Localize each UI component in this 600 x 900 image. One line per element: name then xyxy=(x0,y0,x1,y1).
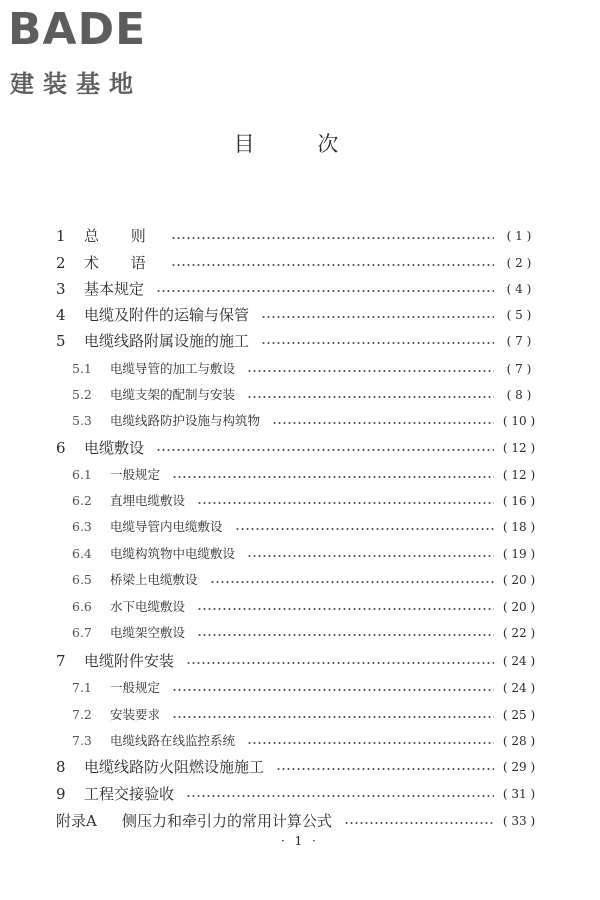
toc-entry[interactable] xyxy=(0,223,600,249)
toc-entry-page: ( 8 ) xyxy=(506,388,532,402)
dot-leader xyxy=(247,396,494,398)
toc-entry-label: 侧压力和牵引力的常用计算公式 xyxy=(122,812,333,830)
page-title: 目 次 xyxy=(233,132,367,156)
dot-leader xyxy=(172,476,494,478)
toc-entry-page: ( 31 ) xyxy=(502,787,536,801)
toc-entry-number: 6.3 xyxy=(72,519,92,534)
toc-entry[interactable] xyxy=(0,781,600,807)
toc-entry-page: ( 29 ) xyxy=(502,760,536,774)
dot-leader xyxy=(156,449,494,451)
toc-entry-page: ( 19 ) xyxy=(502,547,536,561)
toc-entry-page: ( 7 ) xyxy=(506,362,532,376)
logo-subtitle: 建装基地 xyxy=(10,70,142,98)
dot-leader xyxy=(171,264,494,266)
toc-entry[interactable] xyxy=(0,541,600,567)
toc-entry-label: 一般规定 xyxy=(110,467,161,482)
toc-entry-number: 8 xyxy=(56,758,66,776)
toc-entry-label: 工程交接验收 xyxy=(84,785,175,803)
toc-entry[interactable] xyxy=(0,328,600,354)
toc-entry-label: 术 语 xyxy=(84,254,160,272)
toc-entry[interactable] xyxy=(0,594,600,620)
toc-entry[interactable] xyxy=(0,488,600,514)
toc-entry-label: 电缆敷设 xyxy=(84,439,145,457)
toc-entry-label: 水下电缆敷设 xyxy=(110,599,186,614)
logo-wordmark: BADE xyxy=(8,4,147,55)
toc-entry[interactable] xyxy=(0,728,600,754)
toc-entry-label: 电缆及附件的运输与保管 xyxy=(84,306,250,324)
dot-leader xyxy=(344,822,494,824)
toc-entry-number: 附录A xyxy=(56,812,97,830)
toc-entry-number: 5.2 xyxy=(72,387,92,402)
toc-entry-label: 直埋电缆敷设 xyxy=(110,493,186,508)
toc-entry[interactable] xyxy=(0,408,600,434)
toc-entry[interactable] xyxy=(0,302,600,328)
toc-entry[interactable] xyxy=(0,808,600,834)
toc-entry-page: ( 2 ) xyxy=(506,256,532,270)
toc-entry-number: 7.2 xyxy=(72,707,92,722)
dot-leader xyxy=(171,237,494,239)
toc-entry-label: 电缆导管内电缆敷设 xyxy=(110,519,223,534)
toc-entry-number: 6.1 xyxy=(72,467,92,482)
toc-entry-label: 基本规定 xyxy=(84,280,145,298)
toc-entry-label: 电缆线路在线监控系统 xyxy=(110,733,236,748)
toc-entry-label: 电缆附件安装 xyxy=(84,652,175,670)
dot-leader xyxy=(197,608,494,610)
toc-entry[interactable] xyxy=(0,648,600,674)
toc-entry-number: 5.3 xyxy=(72,413,92,428)
bade-logo xyxy=(8,4,178,98)
toc-entry-label: 桥梁上电缆敷设 xyxy=(110,572,198,587)
dot-leader xyxy=(172,689,494,691)
dot-leader xyxy=(261,316,494,318)
toc-entry-label: 电缆导管的加工与敷设 xyxy=(110,361,236,376)
dot-leader xyxy=(247,742,494,744)
toc-entry[interactable] xyxy=(0,754,600,780)
toc-entry-number: 6.6 xyxy=(72,599,92,614)
toc-entry[interactable] xyxy=(0,620,600,646)
dot-leader xyxy=(210,581,494,583)
toc-entry[interactable] xyxy=(0,356,600,382)
toc-entry[interactable] xyxy=(0,250,600,276)
toc-entry-label: 电缆线路附属设施的施工 xyxy=(84,332,250,350)
dot-leader xyxy=(186,795,494,797)
toc-entry[interactable] xyxy=(0,675,600,701)
toc-entry-label: 电缆支架的配制与安装 xyxy=(110,387,236,402)
toc-entry-number: 4 xyxy=(56,306,66,324)
toc-entry-number: 5.1 xyxy=(72,361,92,376)
dot-leader xyxy=(276,768,494,770)
toc-entry-number: 2 xyxy=(56,254,66,272)
toc-entry-number: 6.5 xyxy=(72,572,92,587)
toc-entry[interactable] xyxy=(0,514,600,540)
toc-entry-number: 6.7 xyxy=(72,625,92,640)
toc-entry-page: ( 18 ) xyxy=(502,520,536,534)
toc-entry[interactable] xyxy=(0,567,600,593)
toc-entry-page: ( 25 ) xyxy=(502,708,536,722)
toc-entry-page: ( 22 ) xyxy=(502,626,536,640)
dot-leader xyxy=(186,662,494,664)
toc-entry-page: ( 10 ) xyxy=(502,414,536,428)
dot-leader xyxy=(235,528,494,530)
dot-leader xyxy=(272,422,494,424)
page-number: · 1 · xyxy=(281,834,319,848)
toc-entry-label: 电缆线路防护设施与构筑物 xyxy=(110,413,261,428)
toc-entry-label: 电缆线路防火阻燃设施施工 xyxy=(84,758,265,776)
toc-entry-number: 5 xyxy=(56,332,66,350)
toc-entry-number: 1 xyxy=(56,227,66,245)
toc-entry-label: 安装要求 xyxy=(110,707,161,722)
toc-entry-page: ( 12 ) xyxy=(502,441,536,455)
toc-entry[interactable] xyxy=(0,462,600,488)
toc-entry-number: 7.3 xyxy=(72,733,92,748)
toc-entry-page: ( 33 ) xyxy=(502,814,536,828)
toc-entry-label: 一般规定 xyxy=(110,680,161,695)
toc-entry[interactable] xyxy=(0,382,600,408)
toc-entry-number: 7 xyxy=(56,652,66,670)
toc-entry-page: ( 7 ) xyxy=(506,334,532,348)
toc-entry-page: ( 24 ) xyxy=(502,681,536,695)
toc-entry-label: 电缆架空敷设 xyxy=(110,625,186,640)
toc-entry-number: 7.1 xyxy=(72,680,92,695)
toc-entry-number: 6 xyxy=(56,439,66,457)
toc-entry-page: ( 28 ) xyxy=(502,734,536,748)
toc-entry-page: ( 1 ) xyxy=(506,229,532,243)
toc-entry-label: 电缆构筑物中电缆敷设 xyxy=(110,546,236,561)
toc-entry-page: ( 16 ) xyxy=(502,494,536,508)
dot-leader xyxy=(247,555,494,557)
toc-entry-number: 9 xyxy=(56,785,66,803)
toc-entry-page: ( 24 ) xyxy=(502,654,536,668)
toc-entry-page: ( 4 ) xyxy=(506,282,532,296)
toc-entry[interactable] xyxy=(0,435,600,461)
toc-entry-label: 总 则 xyxy=(84,227,160,245)
toc-entry-page: ( 5 ) xyxy=(506,308,532,322)
toc-entry-number: 6.4 xyxy=(72,546,92,561)
toc-entry-number: 3 xyxy=(56,280,66,298)
toc-entry-page: ( 12 ) xyxy=(502,468,536,482)
dot-leader xyxy=(197,634,494,636)
dot-leader xyxy=(172,716,494,718)
toc-entry-page: ( 20 ) xyxy=(502,600,536,614)
dot-leader xyxy=(156,290,494,292)
toc-entry[interactable] xyxy=(0,276,600,302)
toc-entry-page: ( 20 ) xyxy=(502,573,536,587)
dot-leader xyxy=(197,502,494,504)
toc-entry[interactable] xyxy=(0,702,600,728)
toc-entry-number: 6.2 xyxy=(72,493,92,508)
dot-leader xyxy=(247,370,494,372)
dot-leader xyxy=(261,342,494,344)
